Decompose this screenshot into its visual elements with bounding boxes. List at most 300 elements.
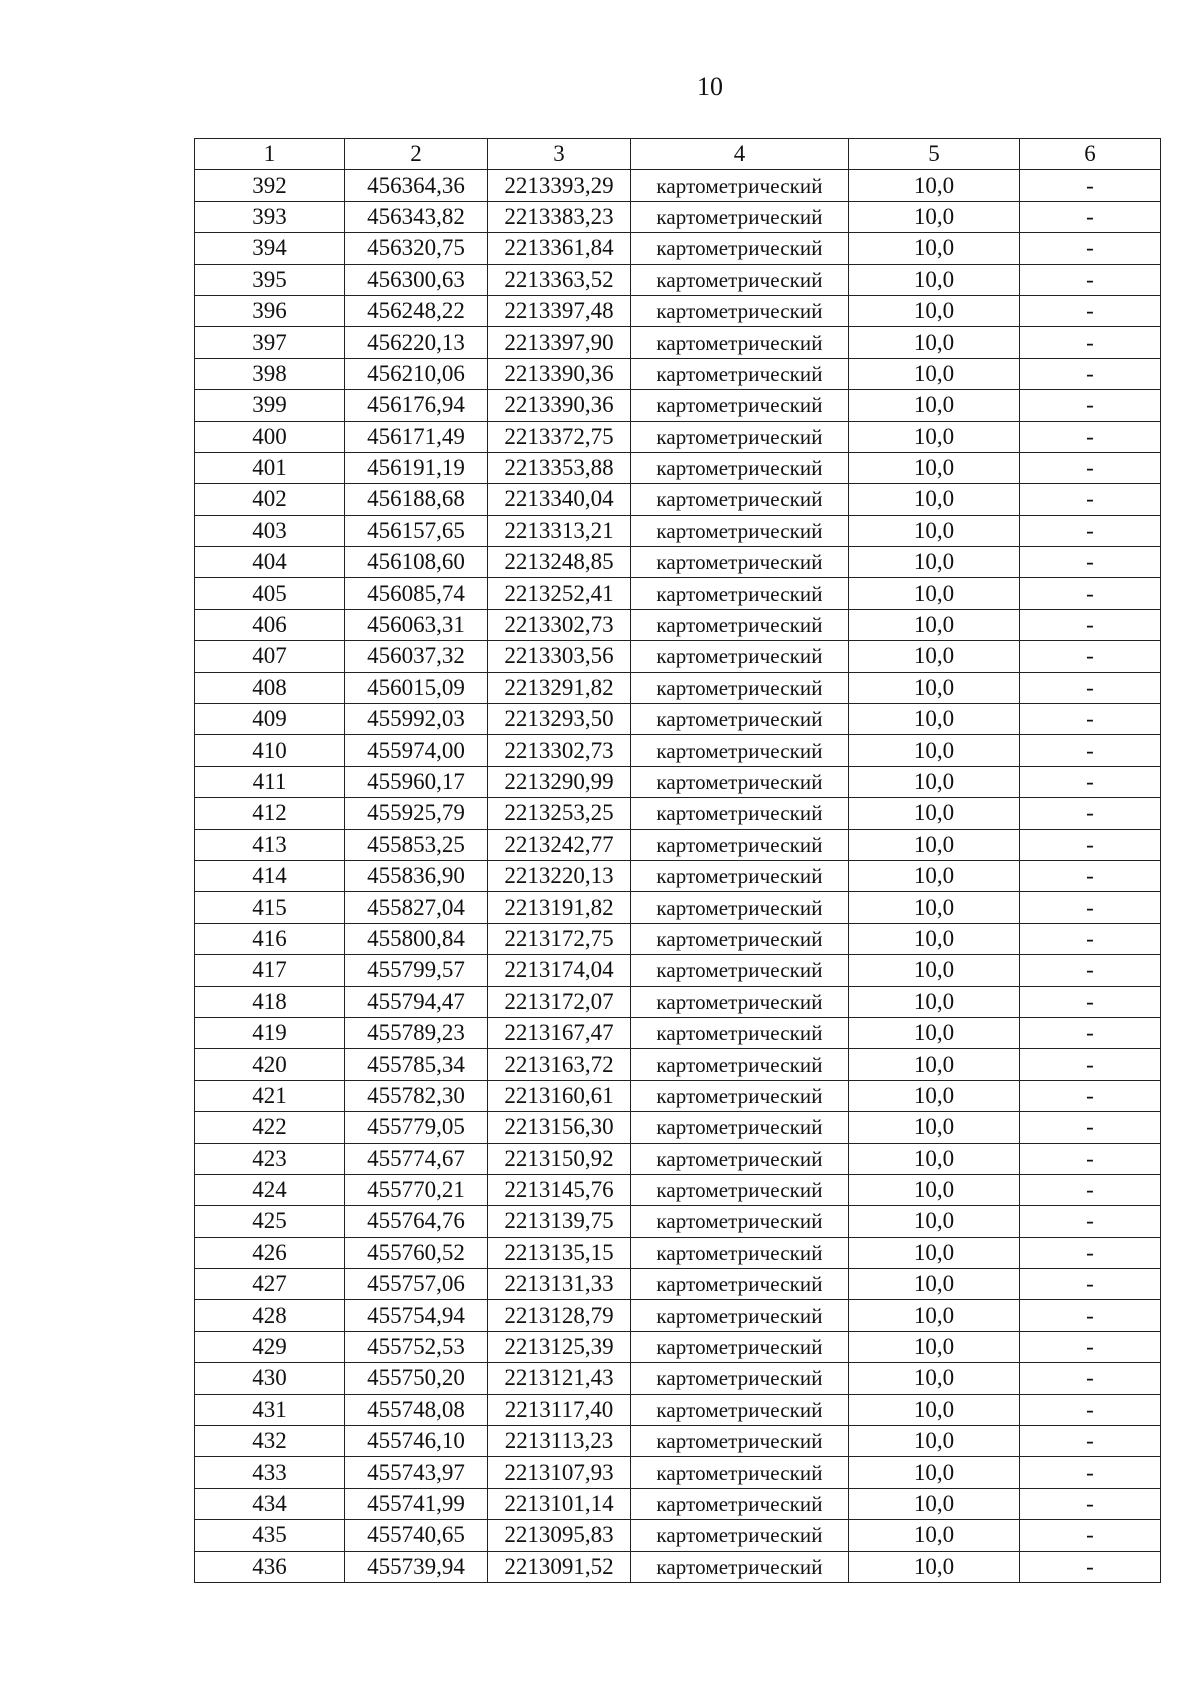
table-row <box>195 358 1161 389</box>
accuracy-cell: 10,0 <box>849 641 1020 672</box>
note-cell: - <box>1020 1520 1161 1551</box>
y-coordinate-cell: 2213390,36 <box>488 358 631 389</box>
method-cell: картометрический <box>631 860 849 891</box>
x-coordinate-cell: 456157,65 <box>345 515 488 546</box>
point-number-cell: 408 <box>195 672 345 703</box>
note-cell: - <box>1020 1112 1161 1143</box>
note-cell: - <box>1020 170 1161 201</box>
table-row <box>195 1488 1161 1519</box>
accuracy-cell: 10,0 <box>849 1551 1020 1582</box>
accuracy-cell: 10,0 <box>849 358 1020 389</box>
point-number-cell: 435 <box>195 1520 345 1551</box>
accuracy-cell: 10,0 <box>849 704 1020 735</box>
note-cell: - <box>1020 892 1161 923</box>
y-coordinate-cell: 2213128,79 <box>488 1300 631 1331</box>
note-cell: - <box>1020 1457 1161 1488</box>
x-coordinate-cell: 455853,25 <box>345 829 488 860</box>
y-coordinate-cell: 2213117,40 <box>488 1394 631 1425</box>
y-coordinate-cell: 2213397,90 <box>488 327 631 358</box>
point-number-cell: 426 <box>195 1237 345 1268</box>
table-row <box>195 892 1161 923</box>
point-number-cell: 405 <box>195 578 345 609</box>
note-cell: - <box>1020 547 1161 578</box>
accuracy-cell: 10,0 <box>849 1206 1020 1237</box>
accuracy-cell: 10,0 <box>849 609 1020 640</box>
table-row <box>195 452 1161 483</box>
method-cell: картометрический <box>631 295 849 326</box>
y-coordinate-cell: 2213121,43 <box>488 1363 631 1394</box>
method-cell: картометрический <box>631 798 849 829</box>
x-coordinate-cell: 455752,53 <box>345 1331 488 1362</box>
note-cell: - <box>1020 390 1161 421</box>
table-row <box>195 704 1161 735</box>
method-cell: картометрический <box>631 264 849 295</box>
column-header-2: 2 <box>345 139 488 170</box>
note-cell: - <box>1020 1237 1161 1268</box>
note-cell: - <box>1020 1174 1161 1205</box>
y-coordinate-cell: 2213145,76 <box>488 1174 631 1205</box>
y-coordinate-cell: 2213113,23 <box>488 1426 631 1457</box>
x-coordinate-cell: 455760,52 <box>345 1237 488 1268</box>
note-cell: - <box>1020 1363 1161 1394</box>
y-coordinate-cell: 2213156,30 <box>488 1112 631 1143</box>
note-cell: - <box>1020 201 1161 232</box>
note-cell: - <box>1020 1080 1161 1111</box>
accuracy-cell: 10,0 <box>849 264 1020 295</box>
y-coordinate-cell: 2213302,73 <box>488 735 631 766</box>
table-row <box>195 766 1161 797</box>
table-row <box>195 986 1161 1017</box>
table-row <box>195 1269 1161 1300</box>
point-number-cell: 403 <box>195 515 345 546</box>
y-coordinate-cell: 2213313,21 <box>488 515 631 546</box>
y-coordinate-cell: 2213125,39 <box>488 1331 631 1362</box>
table-row <box>195 421 1161 452</box>
accuracy-cell: 10,0 <box>849 452 1020 483</box>
accuracy-cell: 10,0 <box>849 766 1020 797</box>
method-cell: картометрический <box>631 484 849 515</box>
x-coordinate-cell: 455794,47 <box>345 986 488 1017</box>
x-coordinate-cell: 456248,22 <box>345 295 488 326</box>
y-coordinate-cell: 2213340,04 <box>488 484 631 515</box>
point-number-cell: 430 <box>195 1363 345 1394</box>
table-row <box>195 170 1161 201</box>
note-cell: - <box>1020 672 1161 703</box>
x-coordinate-cell: 455741,99 <box>345 1488 488 1519</box>
point-number-cell: 436 <box>195 1551 345 1582</box>
y-coordinate-cell: 2213095,83 <box>488 1520 631 1551</box>
point-number-cell: 432 <box>195 1426 345 1457</box>
point-number-cell: 392 <box>195 170 345 201</box>
point-number-cell: 404 <box>195 547 345 578</box>
accuracy-cell: 10,0 <box>849 578 1020 609</box>
y-coordinate-cell: 2213160,61 <box>488 1080 631 1111</box>
table-row <box>195 1206 1161 1237</box>
note-cell: - <box>1020 515 1161 546</box>
point-number-cell: 423 <box>195 1143 345 1174</box>
x-coordinate-cell: 455746,10 <box>345 1426 488 1457</box>
table-row <box>195 578 1161 609</box>
accuracy-cell: 10,0 <box>849 233 1020 264</box>
point-number-cell: 406 <box>195 609 345 640</box>
accuracy-cell: 10,0 <box>849 986 1020 1017</box>
x-coordinate-cell: 455774,67 <box>345 1143 488 1174</box>
accuracy-cell: 10,0 <box>849 672 1020 703</box>
method-cell: картометрический <box>631 1394 849 1425</box>
table-row <box>195 1174 1161 1205</box>
note-cell: - <box>1020 421 1161 452</box>
point-number-cell: 425 <box>195 1206 345 1237</box>
table-row <box>195 798 1161 829</box>
accuracy-cell: 10,0 <box>849 1269 1020 1300</box>
note-cell: - <box>1020 798 1161 829</box>
y-coordinate-cell: 2213302,73 <box>488 609 631 640</box>
method-cell: картометрический <box>631 766 849 797</box>
accuracy-cell: 10,0 <box>849 390 1020 421</box>
point-number-cell: 417 <box>195 955 345 986</box>
method-cell: картометрический <box>631 1206 849 1237</box>
x-coordinate-cell: 455748,08 <box>345 1394 488 1425</box>
page-number: 10 <box>697 72 723 101</box>
method-cell: картометрический <box>631 1551 849 1582</box>
table-row <box>195 515 1161 546</box>
method-cell: картометрический <box>631 1363 849 1394</box>
method-cell: картометрический <box>631 201 849 232</box>
accuracy-cell: 10,0 <box>849 201 1020 232</box>
method-cell: картометрический <box>631 1017 849 1048</box>
y-coordinate-cell: 2213167,47 <box>488 1017 631 1048</box>
point-number-cell: 413 <box>195 829 345 860</box>
accuracy-cell: 10,0 <box>849 547 1020 578</box>
note-cell: - <box>1020 735 1161 766</box>
method-cell: картометрический <box>631 735 849 766</box>
point-number-cell: 433 <box>195 1457 345 1488</box>
accuracy-cell: 10,0 <box>849 1394 1020 1425</box>
accuracy-cell: 10,0 <box>849 892 1020 923</box>
method-cell: картометрический <box>631 1488 849 1519</box>
note-cell: - <box>1020 578 1161 609</box>
y-coordinate-cell: 2213390,36 <box>488 390 631 421</box>
x-coordinate-cell: 456191,19 <box>345 452 488 483</box>
table-row <box>195 1017 1161 1048</box>
x-coordinate-cell: 455925,79 <box>345 798 488 829</box>
note-cell: - <box>1020 860 1161 891</box>
accuracy-cell: 10,0 <box>849 735 1020 766</box>
x-coordinate-cell: 456220,13 <box>345 327 488 358</box>
x-coordinate-cell: 456320,75 <box>345 233 488 264</box>
note-cell: - <box>1020 484 1161 515</box>
note-cell: - <box>1020 295 1161 326</box>
note-cell: - <box>1020 327 1161 358</box>
point-number-cell: 414 <box>195 860 345 891</box>
y-coordinate-cell: 2213191,82 <box>488 892 631 923</box>
y-coordinate-cell: 2213091,52 <box>488 1551 631 1582</box>
x-coordinate-cell: 456085,74 <box>345 578 488 609</box>
accuracy-cell: 10,0 <box>849 1143 1020 1174</box>
table-row <box>195 955 1161 986</box>
note-cell: - <box>1020 829 1161 860</box>
method-cell: картометрический <box>631 233 849 264</box>
accuracy-cell: 10,0 <box>849 923 1020 954</box>
method-cell: картометрический <box>631 1520 849 1551</box>
table-row <box>195 860 1161 891</box>
x-coordinate-cell: 455800,84 <box>345 923 488 954</box>
point-number-cell: 395 <box>195 264 345 295</box>
accuracy-cell: 10,0 <box>849 1488 1020 1519</box>
accuracy-cell: 10,0 <box>849 1300 1020 1331</box>
x-coordinate-cell: 455960,17 <box>345 766 488 797</box>
y-coordinate-cell: 2213172,75 <box>488 923 631 954</box>
method-cell: картометрический <box>631 1331 849 1362</box>
y-coordinate-cell: 2213383,23 <box>488 201 631 232</box>
x-coordinate-cell: 455785,34 <box>345 1049 488 1080</box>
method-cell: картометрический <box>631 672 849 703</box>
column-header-6: 6 <box>1020 139 1161 170</box>
table-row <box>195 327 1161 358</box>
accuracy-cell: 10,0 <box>849 1426 1020 1457</box>
x-coordinate-cell: 455740,65 <box>345 1520 488 1551</box>
y-coordinate-cell: 2213248,85 <box>488 547 631 578</box>
y-coordinate-cell: 2213220,13 <box>488 860 631 891</box>
method-cell: картометрический <box>631 1237 849 1268</box>
point-number-cell: 412 <box>195 798 345 829</box>
table-row <box>195 547 1161 578</box>
table-row <box>195 295 1161 326</box>
table-row <box>195 201 1161 232</box>
x-coordinate-cell: 456300,63 <box>345 264 488 295</box>
x-coordinate-cell: 455779,05 <box>345 1112 488 1143</box>
accuracy-cell: 10,0 <box>849 1520 1020 1551</box>
point-number-cell: 434 <box>195 1488 345 1519</box>
y-coordinate-cell: 2213303,56 <box>488 641 631 672</box>
x-coordinate-cell: 455739,94 <box>345 1551 488 1582</box>
method-cell: картометрический <box>631 704 849 735</box>
note-cell: - <box>1020 766 1161 797</box>
method-cell: картометрический <box>631 578 849 609</box>
accuracy-cell: 10,0 <box>849 295 1020 326</box>
y-coordinate-cell: 2213107,93 <box>488 1457 631 1488</box>
point-number-cell: 396 <box>195 295 345 326</box>
y-coordinate-cell: 2213101,14 <box>488 1488 631 1519</box>
method-cell: картометрический <box>631 1049 849 1080</box>
point-number-cell: 415 <box>195 892 345 923</box>
accuracy-cell: 10,0 <box>849 170 1020 201</box>
coordinates-table <box>194 138 1161 1583</box>
point-number-cell: 394 <box>195 233 345 264</box>
note-cell: - <box>1020 1426 1161 1457</box>
table-header <box>195 139 1161 170</box>
y-coordinate-cell: 2213293,50 <box>488 704 631 735</box>
x-coordinate-cell: 456364,36 <box>345 170 488 201</box>
y-coordinate-cell: 2213242,77 <box>488 829 631 860</box>
note-cell: - <box>1020 358 1161 389</box>
accuracy-cell: 10,0 <box>849 1174 1020 1205</box>
y-coordinate-cell: 2213372,75 <box>488 421 631 452</box>
accuracy-cell: 10,0 <box>849 1363 1020 1394</box>
x-coordinate-cell: 455992,03 <box>345 704 488 735</box>
x-coordinate-cell: 455827,04 <box>345 892 488 923</box>
method-cell: картометрический <box>631 955 849 986</box>
point-number-cell: 397 <box>195 327 345 358</box>
note-cell: - <box>1020 955 1161 986</box>
note-cell: - <box>1020 641 1161 672</box>
method-cell: картометрический <box>631 986 849 1017</box>
table-row <box>195 1551 1161 1582</box>
y-coordinate-cell: 2213163,72 <box>488 1049 631 1080</box>
y-coordinate-cell: 2213252,41 <box>488 578 631 609</box>
note-cell: - <box>1020 923 1161 954</box>
method-cell: картометрический <box>631 358 849 389</box>
note-cell: - <box>1020 1017 1161 1048</box>
table-row <box>195 1049 1161 1080</box>
point-number-cell: 399 <box>195 390 345 421</box>
point-number-cell: 398 <box>195 358 345 389</box>
table-row <box>195 609 1161 640</box>
accuracy-cell: 10,0 <box>849 484 1020 515</box>
method-cell: картометрический <box>631 641 849 672</box>
table-row <box>195 233 1161 264</box>
note-cell: - <box>1020 1331 1161 1362</box>
accuracy-cell: 10,0 <box>849 1112 1020 1143</box>
note-cell: - <box>1020 1300 1161 1331</box>
x-coordinate-cell: 455770,21 <box>345 1174 488 1205</box>
x-coordinate-cell: 456063,31 <box>345 609 488 640</box>
point-number-cell: 410 <box>195 735 345 766</box>
y-coordinate-cell: 2213361,84 <box>488 233 631 264</box>
point-number-cell: 418 <box>195 986 345 1017</box>
column-header-3: 3 <box>488 139 631 170</box>
accuracy-cell: 10,0 <box>849 1017 1020 1048</box>
point-number-cell: 421 <box>195 1080 345 1111</box>
point-number-cell: 407 <box>195 641 345 672</box>
accuracy-cell: 10,0 <box>849 515 1020 546</box>
x-coordinate-cell: 455757,06 <box>345 1269 488 1300</box>
x-coordinate-cell: 456015,09 <box>345 672 488 703</box>
note-cell: - <box>1020 986 1161 1017</box>
method-cell: картометрический <box>631 1143 849 1174</box>
x-coordinate-cell: 455799,57 <box>345 955 488 986</box>
point-number-cell: 416 <box>195 923 345 954</box>
x-coordinate-cell: 455754,94 <box>345 1300 488 1331</box>
method-cell: картометрический <box>631 1112 849 1143</box>
method-cell: картометрический <box>631 1269 849 1300</box>
method-cell: картометрический <box>631 170 849 201</box>
y-coordinate-cell: 2213253,25 <box>488 798 631 829</box>
table-row <box>195 1331 1161 1362</box>
accuracy-cell: 10,0 <box>849 829 1020 860</box>
x-coordinate-cell: 456037,32 <box>345 641 488 672</box>
accuracy-cell: 10,0 <box>849 1457 1020 1488</box>
table-row <box>195 1426 1161 1457</box>
method-cell: картометрический <box>631 390 849 421</box>
x-coordinate-cell: 456188,68 <box>345 484 488 515</box>
point-number-cell: 420 <box>195 1049 345 1080</box>
point-number-cell: 427 <box>195 1269 345 1300</box>
table-row <box>195 1237 1161 1268</box>
y-coordinate-cell: 2213291,82 <box>488 672 631 703</box>
y-coordinate-cell: 2213363,52 <box>488 264 631 295</box>
accuracy-cell: 10,0 <box>849 798 1020 829</box>
y-coordinate-cell: 2213131,33 <box>488 1269 631 1300</box>
column-header-4: 4 <box>631 139 849 170</box>
x-coordinate-cell: 455782,30 <box>345 1080 488 1111</box>
header-row <box>195 139 1161 170</box>
point-number-cell: 424 <box>195 1174 345 1205</box>
point-number-cell: 419 <box>195 1017 345 1048</box>
method-cell: картометрический <box>631 515 849 546</box>
point-number-cell: 431 <box>195 1394 345 1425</box>
note-cell: - <box>1020 609 1161 640</box>
x-coordinate-cell: 455974,00 <box>345 735 488 766</box>
x-coordinate-cell: 455743,97 <box>345 1457 488 1488</box>
y-coordinate-cell: 2213393,29 <box>488 170 631 201</box>
method-cell: картометрический <box>631 547 849 578</box>
note-cell: - <box>1020 704 1161 735</box>
note-cell: - <box>1020 1206 1161 1237</box>
method-cell: картометрический <box>631 421 849 452</box>
point-number-cell: 401 <box>195 452 345 483</box>
x-coordinate-cell: 456343,82 <box>345 201 488 232</box>
table-body <box>195 170 1161 1583</box>
method-cell: картометрический <box>631 327 849 358</box>
table-row <box>195 923 1161 954</box>
table-row <box>195 390 1161 421</box>
accuracy-cell: 10,0 <box>849 1237 1020 1268</box>
note-cell: - <box>1020 1488 1161 1519</box>
table-row <box>195 1363 1161 1394</box>
table-row <box>195 1457 1161 1488</box>
x-coordinate-cell: 456176,94 <box>345 390 488 421</box>
table-row <box>195 1112 1161 1143</box>
method-cell: картометрический <box>631 1457 849 1488</box>
x-coordinate-cell: 456171,49 <box>345 421 488 452</box>
point-number-cell: 402 <box>195 484 345 515</box>
x-coordinate-cell: 456210,06 <box>345 358 488 389</box>
method-cell: картометрический <box>631 892 849 923</box>
x-coordinate-cell: 455789,23 <box>345 1017 488 1048</box>
method-cell: картометрический <box>631 829 849 860</box>
table-row <box>195 672 1161 703</box>
note-cell: - <box>1020 264 1161 295</box>
method-cell: картометрический <box>631 1080 849 1111</box>
note-cell: - <box>1020 1049 1161 1080</box>
table-row <box>195 735 1161 766</box>
table-row <box>195 1520 1161 1551</box>
accuracy-cell: 10,0 <box>849 955 1020 986</box>
y-coordinate-cell: 2213139,75 <box>488 1206 631 1237</box>
point-number-cell: 422 <box>195 1112 345 1143</box>
accuracy-cell: 10,0 <box>849 1331 1020 1362</box>
accuracy-cell: 10,0 <box>849 421 1020 452</box>
y-coordinate-cell: 2213174,04 <box>488 955 631 986</box>
method-cell: картометрический <box>631 1174 849 1205</box>
x-coordinate-cell: 455764,76 <box>345 1206 488 1237</box>
y-coordinate-cell: 2213135,15 <box>488 1237 631 1268</box>
point-number-cell: 409 <box>195 704 345 735</box>
table-row <box>195 829 1161 860</box>
point-number-cell: 428 <box>195 1300 345 1331</box>
table-row <box>195 1394 1161 1425</box>
point-number-cell: 393 <box>195 201 345 232</box>
column-header-5: 5 <box>849 139 1020 170</box>
accuracy-cell: 10,0 <box>849 1080 1020 1111</box>
table-row <box>195 641 1161 672</box>
note-cell: - <box>1020 1143 1161 1174</box>
y-coordinate-cell: 2213353,88 <box>488 452 631 483</box>
method-cell: картометрический <box>631 452 849 483</box>
accuracy-cell: 10,0 <box>849 1049 1020 1080</box>
method-cell: картометрический <box>631 1300 849 1331</box>
